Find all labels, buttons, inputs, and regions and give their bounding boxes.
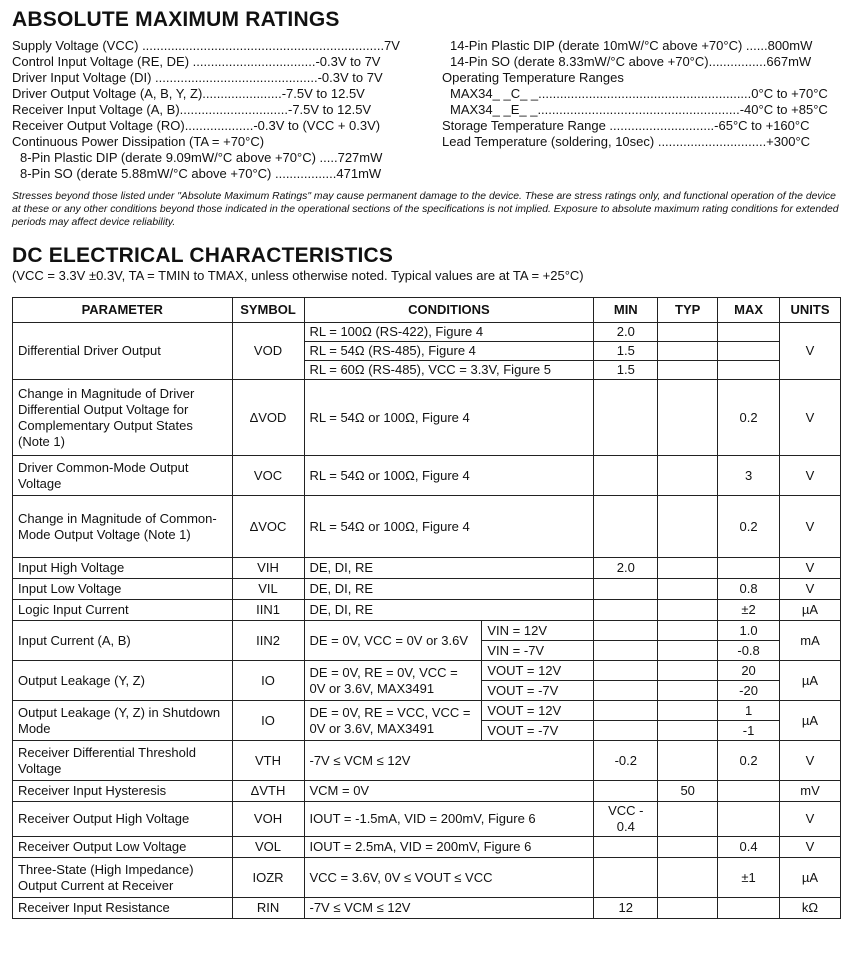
symbol-cell: VIH — [232, 558, 304, 579]
table-row — [13, 802, 841, 837]
amr-line: Driver Output Voltage (A, B, Y, Z)......................-7.5V to 12.5V — [12, 86, 365, 101]
typ-cell — [658, 558, 718, 579]
condition-sub-cell: VOUT = -7V — [482, 721, 594, 741]
param-cell: Input High Voltage — [13, 558, 233, 579]
units-cell: kΩ — [780, 898, 841, 919]
max-cell: 20 — [718, 661, 780, 681]
typ-cell — [658, 456, 718, 496]
symbol-cell: IIN2 — [232, 621, 304, 661]
max-cell: -20 — [718, 681, 780, 701]
max-cell: 0.4 — [718, 837, 780, 858]
min-cell — [594, 621, 658, 641]
table-row — [13, 600, 841, 621]
table-row — [13, 380, 841, 456]
condition-cell: -7V ≤ VCM ≤ 12V — [304, 741, 594, 781]
max-cell: ±2 — [718, 600, 780, 621]
typ-cell — [658, 741, 718, 781]
symbol-cell: VOH — [232, 802, 304, 837]
units-cell: µA — [780, 858, 841, 898]
symbol-cell: VOD — [232, 323, 304, 380]
param-cell: Three-State (High Impedance) Output Current at Receiver — [13, 858, 233, 898]
table-row — [13, 781, 841, 802]
symbol-cell: IOZR — [232, 858, 304, 898]
condition-cell: RL = 54Ω or 100Ω, Figure 4 — [304, 380, 594, 456]
condition-cell: IOUT = -1.5mA, VID = 200mV, Figure 6 — [304, 802, 594, 837]
max-cell — [718, 342, 780, 361]
typ-cell — [658, 858, 718, 898]
units-cell: V — [780, 802, 841, 837]
param-cell: Differential Driver Output — [13, 323, 233, 380]
units-cell: µA — [780, 661, 841, 701]
header-min: MIN — [594, 298, 658, 323]
max-cell: -0.8 — [718, 641, 780, 661]
dc-subtitle: (VCC = 3.3V ±0.3V, TA = TMIN to TMAX, unless otherwise noted. Typical values are at TA = +25°C) — [12, 268, 584, 283]
condition-cell: RL = 54Ω or 100Ω, Figure 4 — [304, 456, 594, 496]
min-cell: 1.5 — [594, 361, 658, 380]
units-cell: mA — [780, 621, 841, 661]
min-cell — [594, 858, 658, 898]
min-cell: 2.0 — [594, 558, 658, 579]
header-symbol: SYMBOL — [232, 298, 304, 323]
amr-line: 14-Pin Plastic DIP (derate 10mW/°C above +70°C) ......800mW — [450, 38, 813, 53]
condition-cell: -7V ≤ VCM ≤ 12V — [304, 898, 594, 919]
max-cell: -1 — [718, 721, 780, 741]
typ-cell — [658, 681, 718, 701]
table-row — [13, 741, 841, 781]
amr-line: Receiver Input Voltage (A, B)..............................-7.5V to 12.5V — [12, 102, 372, 117]
typ-cell — [658, 361, 718, 380]
min-cell: 1.5 — [594, 342, 658, 361]
typ-cell — [658, 641, 718, 661]
condition-sub-cell: VOUT = 12V — [482, 661, 594, 681]
typ-cell — [658, 621, 718, 641]
table-row — [13, 456, 841, 496]
condition-cell: VCM = 0V — [304, 781, 594, 802]
symbol-cell: VOL — [232, 837, 304, 858]
typ-cell — [658, 837, 718, 858]
units-cell: µA — [780, 600, 841, 621]
table-row — [13, 701, 841, 721]
condition-cell: RL = 54Ω or 100Ω, Figure 4 — [304, 496, 594, 558]
min-cell — [594, 661, 658, 681]
amr-line: Supply Voltage (VCC) ...................................................................7V — [12, 38, 400, 53]
amr-line: Operating Temperature Ranges — [442, 70, 624, 85]
max-cell: 1 — [718, 701, 780, 721]
min-cell — [594, 781, 658, 802]
condition-cell: DE, DI, RE — [304, 558, 594, 579]
condition-cell: IOUT = 2.5mA, VID = 200mV, Figure 6 — [304, 837, 594, 858]
condition-cell: DE, DI, RE — [304, 600, 594, 621]
typ-cell: 50 — [658, 781, 718, 802]
min-cell — [594, 721, 658, 741]
param-cell: Change in Magnitude of Driver Differential Output Voltage for Complementary Output States (Note 1) — [13, 380, 233, 456]
condition-cell: RL = 100Ω (RS-422), Figure 4 — [304, 323, 594, 342]
typ-cell — [658, 898, 718, 919]
table-row — [13, 858, 841, 898]
typ-cell — [658, 721, 718, 741]
typ-cell — [658, 661, 718, 681]
param-cell: Receiver Differential Threshold Voltage — [13, 741, 233, 781]
min-cell — [594, 496, 658, 558]
condition-cell: DE, DI, RE — [304, 579, 594, 600]
condition-sub-cell: VOUT = -7V — [482, 681, 594, 701]
max-cell: 3 — [718, 456, 780, 496]
param-cell: Receiver Output High Voltage — [13, 802, 233, 837]
typ-cell — [658, 496, 718, 558]
table-row — [13, 558, 841, 579]
min-cell: 12 — [594, 898, 658, 919]
min-cell — [594, 579, 658, 600]
units-cell: V — [780, 456, 841, 496]
amr-line: Lead Temperature (soldering, 10sec) ..............................+300°C — [442, 134, 811, 149]
table-row — [13, 837, 841, 858]
table-row — [13, 661, 841, 681]
amr-right-column — [442, 38, 842, 150]
max-cell: 1.0 — [718, 621, 780, 641]
header-conditions: CONDITIONS — [304, 298, 594, 323]
typ-cell — [658, 579, 718, 600]
typ-cell — [658, 380, 718, 456]
dc-table — [12, 297, 841, 919]
header-max: MAX — [718, 298, 780, 323]
header-units: UNITS — [780, 298, 841, 323]
min-cell — [594, 641, 658, 661]
symbol-cell: RIN — [232, 898, 304, 919]
header-parameter: PARAMETER — [13, 298, 233, 323]
param-cell: Change in Magnitude of Common-Mode Output Voltage (Note 1) — [13, 496, 233, 558]
max-cell: 0.8 — [718, 579, 780, 600]
min-cell — [594, 837, 658, 858]
amr-line: Control Input Voltage (RE, DE) ..................................-0.3V to 7V — [12, 54, 381, 69]
min-cell: 2.0 — [594, 323, 658, 342]
dc-title: DC ELECTRICAL CHARACTERISTICS — [12, 244, 394, 267]
param-cell: Input Current (A, B) — [13, 621, 233, 661]
condition-cell: RL = 60Ω (RS-485), VCC = 3.3V, Figure 5 — [304, 361, 594, 380]
typ-cell — [658, 802, 718, 837]
max-cell: 0.2 — [718, 496, 780, 558]
amr-line: Driver Input Voltage (DI) .............................................-0.3V to 7V — [12, 70, 383, 85]
units-cell: µA — [780, 701, 841, 741]
typ-cell — [658, 600, 718, 621]
condition-sub-cell: VIN = 12V — [482, 621, 594, 641]
symbol-cell: VOC — [232, 456, 304, 496]
min-cell — [594, 681, 658, 701]
param-cell: Receiver Output Low Voltage — [13, 837, 233, 858]
param-cell: Receiver Input Hysteresis — [13, 781, 233, 802]
param-cell: Driver Common-Mode Output Voltage — [13, 456, 233, 496]
units-cell: V — [780, 323, 841, 380]
max-cell — [718, 558, 780, 579]
max-cell — [718, 323, 780, 342]
param-cell: Output Leakage (Y, Z) in Shutdown Mode — [13, 701, 233, 741]
table-row — [13, 496, 841, 558]
table-row — [13, 898, 841, 919]
min-cell — [594, 456, 658, 496]
condition-sub-cell: VIN = -7V — [482, 641, 594, 661]
condition-main-cell: DE = 0V, VCC = 0V or 3.6V — [304, 621, 482, 661]
typ-cell — [658, 323, 718, 342]
symbol-cell: VTH — [232, 741, 304, 781]
table-row — [13, 579, 841, 600]
amr-line: 14-Pin SO (derate 8.33mW/°C above +70°C)................667mW — [450, 54, 812, 69]
condition-main-cell: DE = 0V, RE = VCC, VCC = 0V or 3.6V, MAX3491 — [304, 701, 482, 741]
max-cell: ±1 — [718, 858, 780, 898]
typ-cell — [658, 701, 718, 721]
param-cell: Output Leakage (Y, Z) — [13, 661, 233, 701]
symbol-cell: IO — [232, 701, 304, 741]
typ-cell — [658, 342, 718, 361]
amr-line: 8-Pin Plastic DIP (derate 9.09mW/°C above +70°C) .....727mW — [20, 150, 383, 165]
min-cell: -0.2 — [594, 741, 658, 781]
param-cell: Input Low Voltage — [13, 579, 233, 600]
param-cell: Logic Input Current — [13, 600, 233, 621]
units-cell: mV — [780, 781, 841, 802]
symbol-cell: ΔVOD — [232, 380, 304, 456]
max-cell — [718, 802, 780, 837]
symbol-cell: VIL — [232, 579, 304, 600]
amr-left-column — [12, 38, 407, 182]
amr-line: 8-Pin SO (derate 5.88mW/°C above +70°C) .................471mW — [20, 166, 382, 181]
max-cell — [718, 781, 780, 802]
condition-main-cell: DE = 0V, RE = 0V, VCC = 0V or 3.6V, MAX3491 — [304, 661, 482, 701]
min-cell — [594, 380, 658, 456]
symbol-cell: ΔVTH — [232, 781, 304, 802]
amr-line: MAX34_ _C_ _...........................................................0°C to +70°C — [450, 86, 828, 101]
units-cell: V — [780, 579, 841, 600]
units-cell: V — [780, 741, 841, 781]
condition-cell: RL = 54Ω (RS-485), Figure 4 — [304, 342, 594, 361]
units-cell: V — [780, 380, 841, 456]
amr-line: Continuous Power Dissipation (TA = +70°C) — [12, 134, 265, 149]
condition-sub-cell: VOUT = 12V — [482, 701, 594, 721]
symbol-cell: IIN1 — [232, 600, 304, 621]
param-cell: Receiver Input Resistance — [13, 898, 233, 919]
units-cell: V — [780, 496, 841, 558]
min-cell — [594, 701, 658, 721]
symbol-cell: ΔVOC — [232, 496, 304, 558]
stress-note: Stresses beyond those listed under "Absolute Maximum Ratings" may cause permanent damage to the device. These are stress ratings only, and functional operation of the device at these or any other conditions beyond those indicated in the operational sections of the specifications is not implied. Exposure to absolute maximum rating conditions for extended periods may affect device reliability. — [12, 191, 839, 228]
table-header — [13, 298, 841, 323]
symbol-cell: IO — [232, 661, 304, 701]
condition-cell: VCC = 3.6V, 0V ≤ VOUT ≤ VCC — [304, 858, 594, 898]
table-row — [13, 621, 841, 641]
table-row — [13, 323, 841, 342]
units-cell: V — [780, 558, 841, 579]
amr-line: MAX34_ _E_ _........................................................-40°C to +85°C — [450, 102, 828, 117]
max-cell: 0.2 — [718, 741, 780, 781]
min-cell: VCC - 0.4 — [594, 802, 658, 837]
max-cell: 0.2 — [718, 380, 780, 456]
min-cell — [594, 600, 658, 621]
max-cell — [718, 361, 780, 380]
header-typ: TYP — [658, 298, 718, 323]
units-cell: V — [780, 837, 841, 858]
amr-title: ABSOLUTE MAXIMUM RATINGS — [12, 8, 340, 31]
amr-line: Receiver Output Voltage (RO)...................-0.3V to (VCC + 0.3V) — [12, 118, 381, 133]
amr-line: Storage Temperature Range .............................-65°C to +160°C — [442, 118, 810, 133]
max-cell — [718, 898, 780, 919]
